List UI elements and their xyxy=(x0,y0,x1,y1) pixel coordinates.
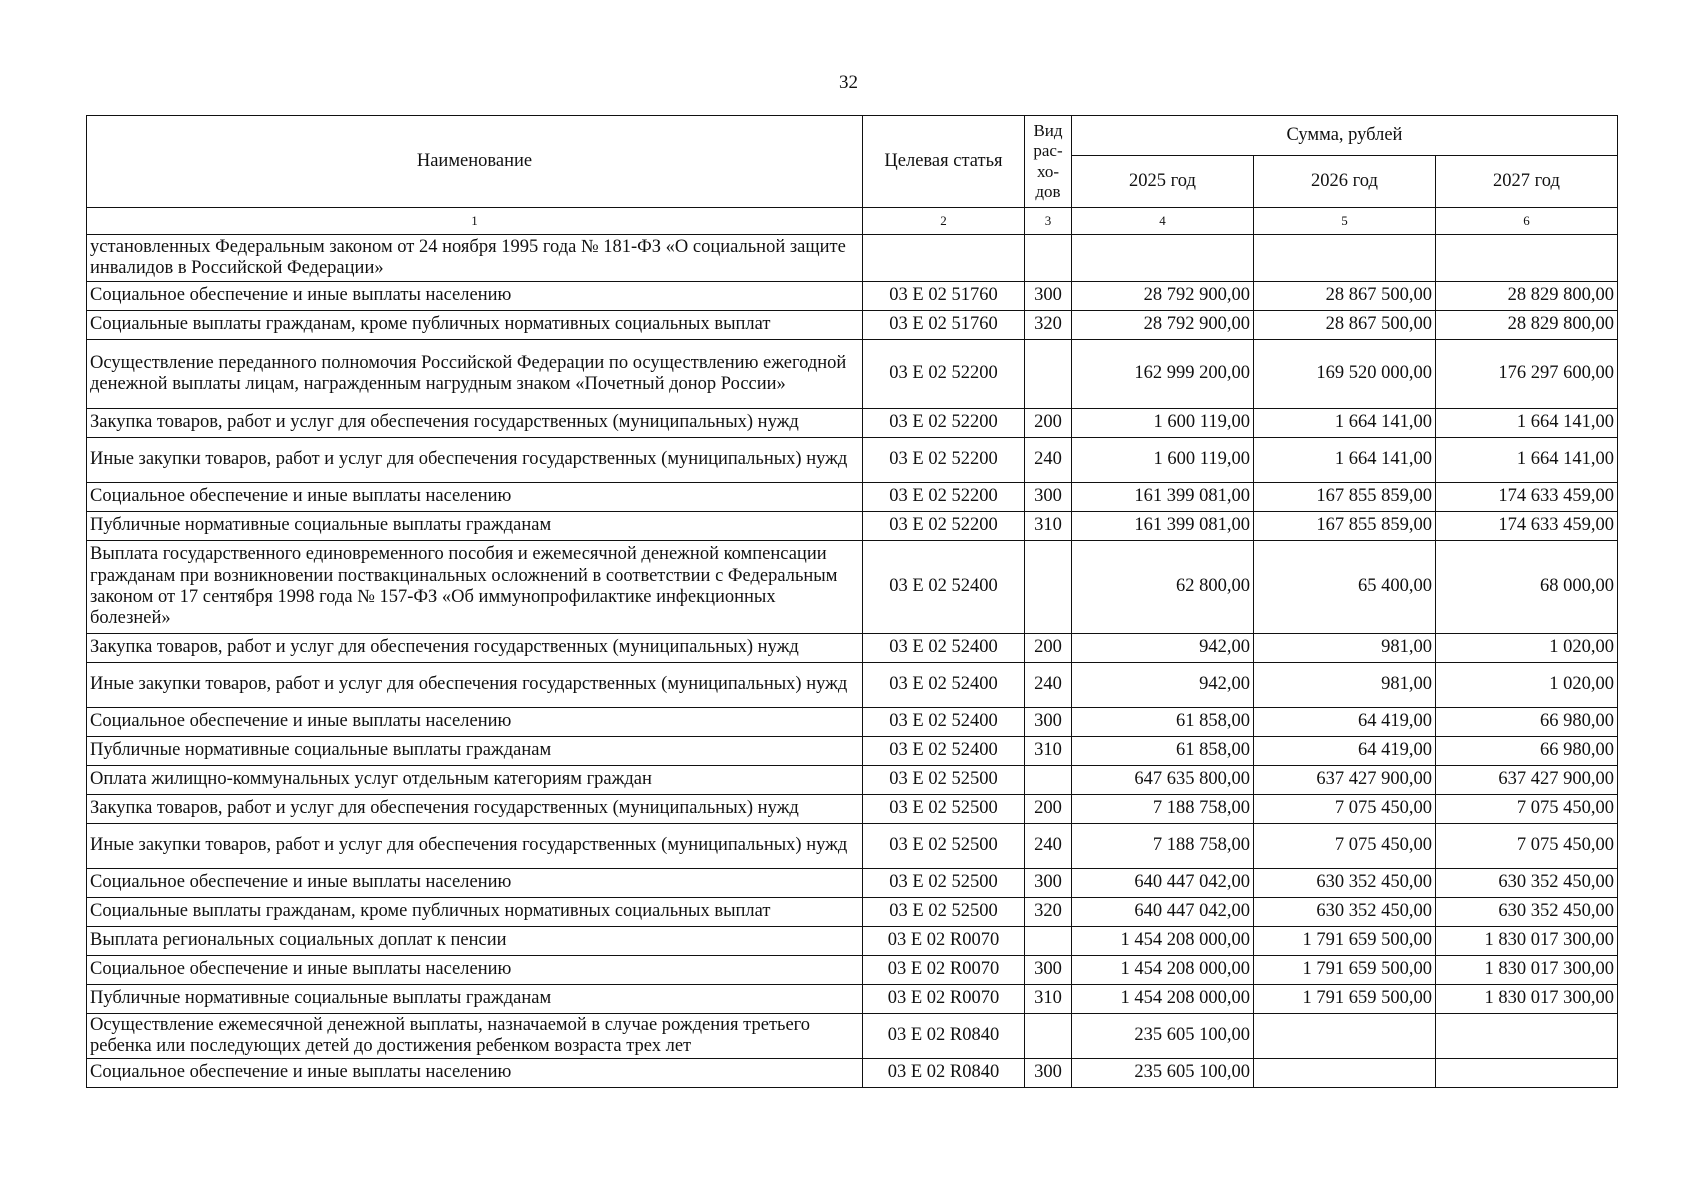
row-amount-2027: 1 830 017 300,00 xyxy=(1436,927,1618,956)
table-row xyxy=(87,795,1618,824)
row-amount-2027: 1 830 017 300,00 xyxy=(1436,956,1618,985)
row-amount-2027: 68 000,00 xyxy=(1436,541,1618,634)
row-amount-2025: 7 188 758,00 xyxy=(1072,795,1254,824)
row-amount-2027: 1 020,00 xyxy=(1436,663,1618,708)
row-expense-type: 300 xyxy=(1025,1059,1072,1088)
row-target-article: 03 Е 02 52400 xyxy=(863,737,1025,766)
row-amount-2025: 1 600 119,00 xyxy=(1072,438,1254,483)
header-row-top xyxy=(87,116,1618,156)
row-expense-type: 310 xyxy=(1025,985,1072,1014)
column-number: 4 xyxy=(1072,208,1254,235)
row-name: Социальное обеспечение и иные выплаты населению xyxy=(87,483,863,512)
row-target-article: 03 Е 02 52500 xyxy=(863,795,1025,824)
row-amount-2025: 640 447 042,00 xyxy=(1072,869,1254,898)
row-amount-2025: 1 454 208 000,00 xyxy=(1072,956,1254,985)
row-amount-2027: 174 633 459,00 xyxy=(1436,483,1618,512)
row-name: Социальные выплаты гражданам, кроме публичных нормативных социальных выплат xyxy=(87,898,863,927)
row-amount-2026 xyxy=(1254,1059,1436,1088)
row-amount-2026 xyxy=(1254,1014,1436,1059)
budget-table xyxy=(86,115,1618,1088)
row-amount-2025: 7 188 758,00 xyxy=(1072,824,1254,869)
table-row xyxy=(87,541,1618,634)
table-row xyxy=(87,438,1618,483)
row-amount-2027: 630 352 450,00 xyxy=(1436,869,1618,898)
table-row xyxy=(87,483,1618,512)
column-number: 1 xyxy=(87,208,863,235)
row-amount-2027 xyxy=(1436,235,1618,282)
column-number: 6 xyxy=(1436,208,1618,235)
row-name: Социальное обеспечение и иные выплаты населению xyxy=(87,282,863,311)
row-expense-type: 240 xyxy=(1025,438,1072,483)
row-name: Публичные нормативные социальные выплаты гражданам xyxy=(87,737,863,766)
row-amount-2026: 1 791 659 500,00 xyxy=(1254,985,1436,1014)
row-amount-2025: 61 858,00 xyxy=(1072,737,1254,766)
row-name: Выплата региональных социальных доплат к пенсии xyxy=(87,927,863,956)
row-target-article: 03 Е 02 51760 xyxy=(863,282,1025,311)
row-name: Иные закупки товаров, работ и услуг для обеспечения государственных (муниципальных) нужд xyxy=(87,663,863,708)
row-amount-2027: 176 297 600,00 xyxy=(1436,340,1618,409)
row-name: Закупка товаров, работ и услуг для обеспечения государственных (муниципальных) нужд xyxy=(87,795,863,824)
row-target-article: 03 Е 02 52200 xyxy=(863,438,1025,483)
row-expense-type: 320 xyxy=(1025,898,1072,927)
row-amount-2026 xyxy=(1254,235,1436,282)
row-target-article: 03 Е 02 52500 xyxy=(863,824,1025,869)
page-number: 32 xyxy=(839,72,858,93)
table-row xyxy=(87,235,1618,282)
row-target-article: 03 Е 02 52500 xyxy=(863,766,1025,795)
row-amount-2025: 235 605 100,00 xyxy=(1072,1059,1254,1088)
row-amount-2026: 28 867 500,00 xyxy=(1254,282,1436,311)
row-name: Социальные выплаты гражданам, кроме публичных нормативных социальных выплат xyxy=(87,311,863,340)
row-target-article: 03 Е 02 51760 xyxy=(863,311,1025,340)
row-name: Публичные нормативные социальные выплаты гражданам xyxy=(87,512,863,541)
table-body xyxy=(87,235,1618,1088)
table-row xyxy=(87,708,1618,737)
row-amount-2027: 7 075 450,00 xyxy=(1436,824,1618,869)
row-amount-2025: 1 454 208 000,00 xyxy=(1072,927,1254,956)
table-row xyxy=(87,985,1618,1014)
table-row xyxy=(87,340,1618,409)
row-name: Социальное обеспечение и иные выплаты населению xyxy=(87,956,863,985)
table-row xyxy=(87,663,1618,708)
row-amount-2025 xyxy=(1072,235,1254,282)
row-amount-2027: 1 664 141,00 xyxy=(1436,409,1618,438)
row-amount-2025: 162 999 200,00 xyxy=(1072,340,1254,409)
header-year-2026: 2026 год xyxy=(1254,156,1436,208)
header-target-article: Целевая статья xyxy=(863,116,1025,208)
row-amount-2026: 65 400,00 xyxy=(1254,541,1436,634)
table-row xyxy=(87,869,1618,898)
row-expense-type: 300 xyxy=(1025,483,1072,512)
row-amount-2027 xyxy=(1436,1014,1618,1059)
row-amount-2027: 1 830 017 300,00 xyxy=(1436,985,1618,1014)
row-name: Закупка товаров, работ и услуг для обеспечения государственных (муниципальных) нужд xyxy=(87,409,863,438)
table-row xyxy=(87,824,1618,869)
row-amount-2025: 942,00 xyxy=(1072,663,1254,708)
row-amount-2025: 1 600 119,00 xyxy=(1072,409,1254,438)
row-amount-2026: 1 791 659 500,00 xyxy=(1254,956,1436,985)
row-amount-2025: 28 792 900,00 xyxy=(1072,311,1254,340)
table-row xyxy=(87,766,1618,795)
row-amount-2026: 7 075 450,00 xyxy=(1254,824,1436,869)
row-target-article: 03 Е 02 R0840 xyxy=(863,1059,1025,1088)
row-amount-2027: 1 664 141,00 xyxy=(1436,438,1618,483)
row-target-article: 03 Е 02 52500 xyxy=(863,869,1025,898)
row-target-article: 03 Е 02 52400 xyxy=(863,634,1025,663)
row-expense-type: 320 xyxy=(1025,311,1072,340)
row-amount-2026: 630 352 450,00 xyxy=(1254,869,1436,898)
row-expense-type xyxy=(1025,927,1072,956)
table-row xyxy=(87,282,1618,311)
table-row xyxy=(87,634,1618,663)
row-target-article: 03 Е 02 R0070 xyxy=(863,985,1025,1014)
row-target-article: 03 Е 02 52500 xyxy=(863,898,1025,927)
column-number-row xyxy=(87,208,1618,235)
row-expense-type: 240 xyxy=(1025,663,1072,708)
row-amount-2027: 637 427 900,00 xyxy=(1436,766,1618,795)
row-amount-2027: 28 829 800,00 xyxy=(1436,311,1618,340)
header-sum: Сумма, рублей xyxy=(1072,116,1618,156)
row-target-article xyxy=(863,235,1025,282)
row-amount-2026: 1 664 141,00 xyxy=(1254,438,1436,483)
row-name: Закупка товаров, работ и услуг для обеспечения государственных (муниципальных) нужд xyxy=(87,634,863,663)
column-number: 2 xyxy=(863,208,1025,235)
row-amount-2025: 640 447 042,00 xyxy=(1072,898,1254,927)
row-amount-2025: 235 605 100,00 xyxy=(1072,1014,1254,1059)
row-target-article: 03 Е 02 R0840 xyxy=(863,1014,1025,1059)
row-amount-2026: 1 664 141,00 xyxy=(1254,409,1436,438)
row-amount-2025: 647 635 800,00 xyxy=(1072,766,1254,795)
table-row xyxy=(87,311,1618,340)
row-amount-2027: 630 352 450,00 xyxy=(1436,898,1618,927)
row-amount-2027: 66 980,00 xyxy=(1436,708,1618,737)
row-amount-2025: 161 399 081,00 xyxy=(1072,512,1254,541)
row-expense-type: 310 xyxy=(1025,512,1072,541)
row-target-article: 03 Е 02 R0070 xyxy=(863,927,1025,956)
row-amount-2026: 28 867 500,00 xyxy=(1254,311,1436,340)
row-amount-2026: 630 352 450,00 xyxy=(1254,898,1436,927)
row-name: Осуществление ежемесячной денежной выплаты, назначаемой в случае рождения третьего ребенка или последующих детей до достижения ребенком возраста трех лет xyxy=(87,1014,863,1059)
row-amount-2027 xyxy=(1436,1059,1618,1088)
header-expense-type: Вид рас- хо- дов xyxy=(1025,116,1072,208)
row-amount-2025: 161 399 081,00 xyxy=(1072,483,1254,512)
row-target-article: 03 Е 02 52200 xyxy=(863,409,1025,438)
row-target-article: 03 Е 02 52200 xyxy=(863,512,1025,541)
row-target-article: 03 Е 02 52400 xyxy=(863,663,1025,708)
row-target-article: 03 Е 02 52400 xyxy=(863,541,1025,634)
table-row xyxy=(87,898,1618,927)
header-year-2027: 2027 год xyxy=(1436,156,1618,208)
table-row xyxy=(87,737,1618,766)
row-amount-2026: 7 075 450,00 xyxy=(1254,795,1436,824)
row-name: Социальное обеспечение и иные выплаты населению xyxy=(87,869,863,898)
row-amount-2026: 1 791 659 500,00 xyxy=(1254,927,1436,956)
row-name: Социальное обеспечение и иные выплаты населению xyxy=(87,708,863,737)
table-row xyxy=(87,1014,1618,1059)
row-expense-type: 300 xyxy=(1025,708,1072,737)
row-expense-type xyxy=(1025,766,1072,795)
row-amount-2026: 64 419,00 xyxy=(1254,737,1436,766)
row-amount-2026: 981,00 xyxy=(1254,663,1436,708)
row-expense-type xyxy=(1025,235,1072,282)
table-row xyxy=(87,956,1618,985)
row-target-article: 03 Е 02 52200 xyxy=(863,340,1025,409)
row-name: Иные закупки товаров, работ и услуг для обеспечения государственных (муниципальных) нужд xyxy=(87,824,863,869)
column-number: 5 xyxy=(1254,208,1436,235)
row-name: Оплата жилищно-коммунальных услуг отдельным категориям граждан xyxy=(87,766,863,795)
row-expense-type: 300 xyxy=(1025,869,1072,898)
row-expense-type: 300 xyxy=(1025,282,1072,311)
row-name: Осуществление переданного полномочия Российской Федерации по осуществлению ежегодной денежной выплаты лицам, награжденным нагрудным знаком «Почетный донор России» xyxy=(87,340,863,409)
row-amount-2025: 1 454 208 000,00 xyxy=(1072,985,1254,1014)
row-expense-type: 200 xyxy=(1025,795,1072,824)
row-amount-2025: 61 858,00 xyxy=(1072,708,1254,737)
row-expense-type: 200 xyxy=(1025,409,1072,438)
row-expense-type: 240 xyxy=(1025,824,1072,869)
row-amount-2026: 167 855 859,00 xyxy=(1254,512,1436,541)
row-name: Выплата государственного единовременного пособия и ежемесячной денежной компенсации гражданам при возникновении поствакцинальных осложнений в соответствии с Федеральным законом от 17 сентября 1998 года № 157-ФЗ «Об иммунопрофилактике инфекционных болезней» xyxy=(87,541,863,634)
row-amount-2026: 981,00 xyxy=(1254,634,1436,663)
row-name: Социальное обеспечение и иные выплаты населению xyxy=(87,1059,863,1088)
row-amount-2025: 28 792 900,00 xyxy=(1072,282,1254,311)
row-amount-2027: 1 020,00 xyxy=(1436,634,1618,663)
row-expense-type xyxy=(1025,340,1072,409)
row-amount-2027: 7 075 450,00 xyxy=(1436,795,1618,824)
header-name: Наименование xyxy=(87,116,863,208)
row-target-article: 03 Е 02 52200 xyxy=(863,483,1025,512)
row-amount-2026: 169 520 000,00 xyxy=(1254,340,1436,409)
row-target-article: 03 Е 02 R0070 xyxy=(863,956,1025,985)
row-amount-2027: 66 980,00 xyxy=(1436,737,1618,766)
row-amount-2027: 28 829 800,00 xyxy=(1436,282,1618,311)
table-row xyxy=(87,1059,1618,1088)
table-row xyxy=(87,409,1618,438)
row-name: установленных Федеральным законом от 24 ноября 1995 года № 181-ФЗ «О социальной защите инвалидов в Российской Федерации» xyxy=(87,235,863,282)
row-expense-type: 300 xyxy=(1025,956,1072,985)
column-number: 3 xyxy=(1025,208,1072,235)
row-name: Публичные нормативные социальные выплаты гражданам xyxy=(87,985,863,1014)
row-target-article: 03 Е 02 52400 xyxy=(863,708,1025,737)
row-amount-2025: 942,00 xyxy=(1072,634,1254,663)
table-row xyxy=(87,512,1618,541)
row-expense-type: 310 xyxy=(1025,737,1072,766)
row-expense-type xyxy=(1025,541,1072,634)
row-expense-type: 200 xyxy=(1025,634,1072,663)
row-expense-type xyxy=(1025,1014,1072,1059)
row-amount-2025: 62 800,00 xyxy=(1072,541,1254,634)
row-amount-2026: 637 427 900,00 xyxy=(1254,766,1436,795)
table-row xyxy=(87,927,1618,956)
header-year-2025: 2025 год xyxy=(1072,156,1254,208)
row-amount-2026: 167 855 859,00 xyxy=(1254,483,1436,512)
row-name: Иные закупки товаров, работ и услуг для обеспечения государственных (муниципальных) нужд xyxy=(87,438,863,483)
row-amount-2026: 64 419,00 xyxy=(1254,708,1436,737)
row-amount-2027: 174 633 459,00 xyxy=(1436,512,1618,541)
